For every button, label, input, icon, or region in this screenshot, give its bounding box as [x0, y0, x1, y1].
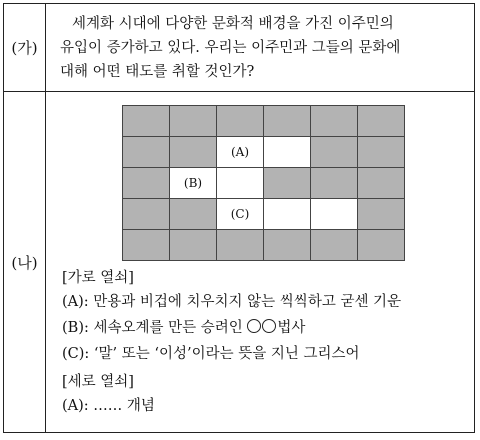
row-ga-passage: [60, 12, 466, 84]
crossword-cell-filled: [123, 230, 170, 261]
crossword-cell-white: [217, 168, 264, 199]
clue-text: ‘말’ 또는 ‘이성’이라는 뜻을 지닌 그리스어: [93, 346, 360, 362]
row-ga-label: (가): [4, 4, 46, 91]
crossword-cell-filled: [358, 230, 405, 261]
crossword-cell-filled: [217, 106, 264, 137]
clue-tail: 법사: [277, 320, 306, 336]
crossword-cell-filled: [264, 230, 311, 261]
passage-line: 세계화 시대에 다양한 문화적 배경을 가진 이주민의: [72, 16, 394, 32]
crossword-cell-white: [311, 199, 358, 230]
crossword-row: [123, 199, 405, 230]
crossword-cell-filled: [358, 168, 405, 199]
crossword-cell-white: [264, 199, 311, 230]
crossword-cell-filled: [311, 230, 358, 261]
passage-text: [60, 12, 466, 84]
crossword-row: [123, 230, 405, 261]
crossword-cell-filled: [170, 106, 217, 137]
crossword-cell-label: (B): [170, 168, 217, 199]
crossword-cell-filled: [264, 168, 311, 199]
crossword-cell-filled: [311, 106, 358, 137]
clue-text: …… 개념: [93, 398, 155, 414]
crossword-cell-filled: [170, 137, 217, 168]
crossword-cell-filled: [358, 137, 405, 168]
row-na: [4, 92, 474, 432]
row-ga: [4, 4, 474, 92]
crossword-grid: [122, 105, 405, 261]
crossword-cell-filled: [123, 199, 170, 230]
crossword-row: [123, 137, 405, 168]
passage-line: 대해 어떤 태도를 취할 것인가?: [60, 64, 255, 80]
crossword-cell-filled: [358, 199, 405, 230]
clue-key: (B):: [62, 320, 89, 336]
crossword-cell-filled: [123, 168, 170, 199]
down-header: [세로 열쇠]: [62, 374, 134, 390]
crossword-row: [123, 168, 405, 199]
question-table: [3, 3, 475, 433]
row-na-label: (나): [4, 92, 46, 432]
clue-key: (A):: [62, 398, 89, 414]
across-header: [가로 열쇠]: [62, 270, 134, 286]
crossword-cell-filled: [170, 230, 217, 261]
passage-line: 유입이 증가하고 있다. 우리는 이주민과 그들의 문화에: [60, 40, 401, 56]
across-clue-a: [62, 289, 468, 315]
blank-circle-icon: [262, 319, 276, 333]
crossword-cell-filled: [123, 137, 170, 168]
crossword-cell-filled: [217, 230, 264, 261]
crossword-cell-label: (A): [217, 137, 264, 168]
crossword-clues: [62, 267, 468, 419]
crossword-cell-filled: [358, 106, 405, 137]
clue-key: (A):: [62, 294, 89, 310]
crossword-cell-label: (C): [217, 199, 264, 230]
clue-text: 만용과 비겁에 치우치지 않는 씩씩하고 굳센 기운: [93, 294, 402, 310]
crossword-cell-filled: [170, 199, 217, 230]
crossword-cell-filled: [264, 106, 311, 137]
across-clue-c: [62, 341, 468, 367]
clue-key: (C):: [62, 346, 90, 362]
down-clue-a: [62, 393, 468, 419]
crossword-cell-filled: [311, 137, 358, 168]
crossword-cell-white: [264, 137, 311, 168]
crossword-cell-filled: [123, 106, 170, 137]
blank-circle-icon: [247, 319, 261, 333]
crossword-row: [123, 106, 405, 137]
across-clue-b: [62, 315, 468, 341]
clue-text: 세속오계를 만든 승려인: [93, 320, 243, 336]
crossword-cell-filled: [311, 168, 358, 199]
